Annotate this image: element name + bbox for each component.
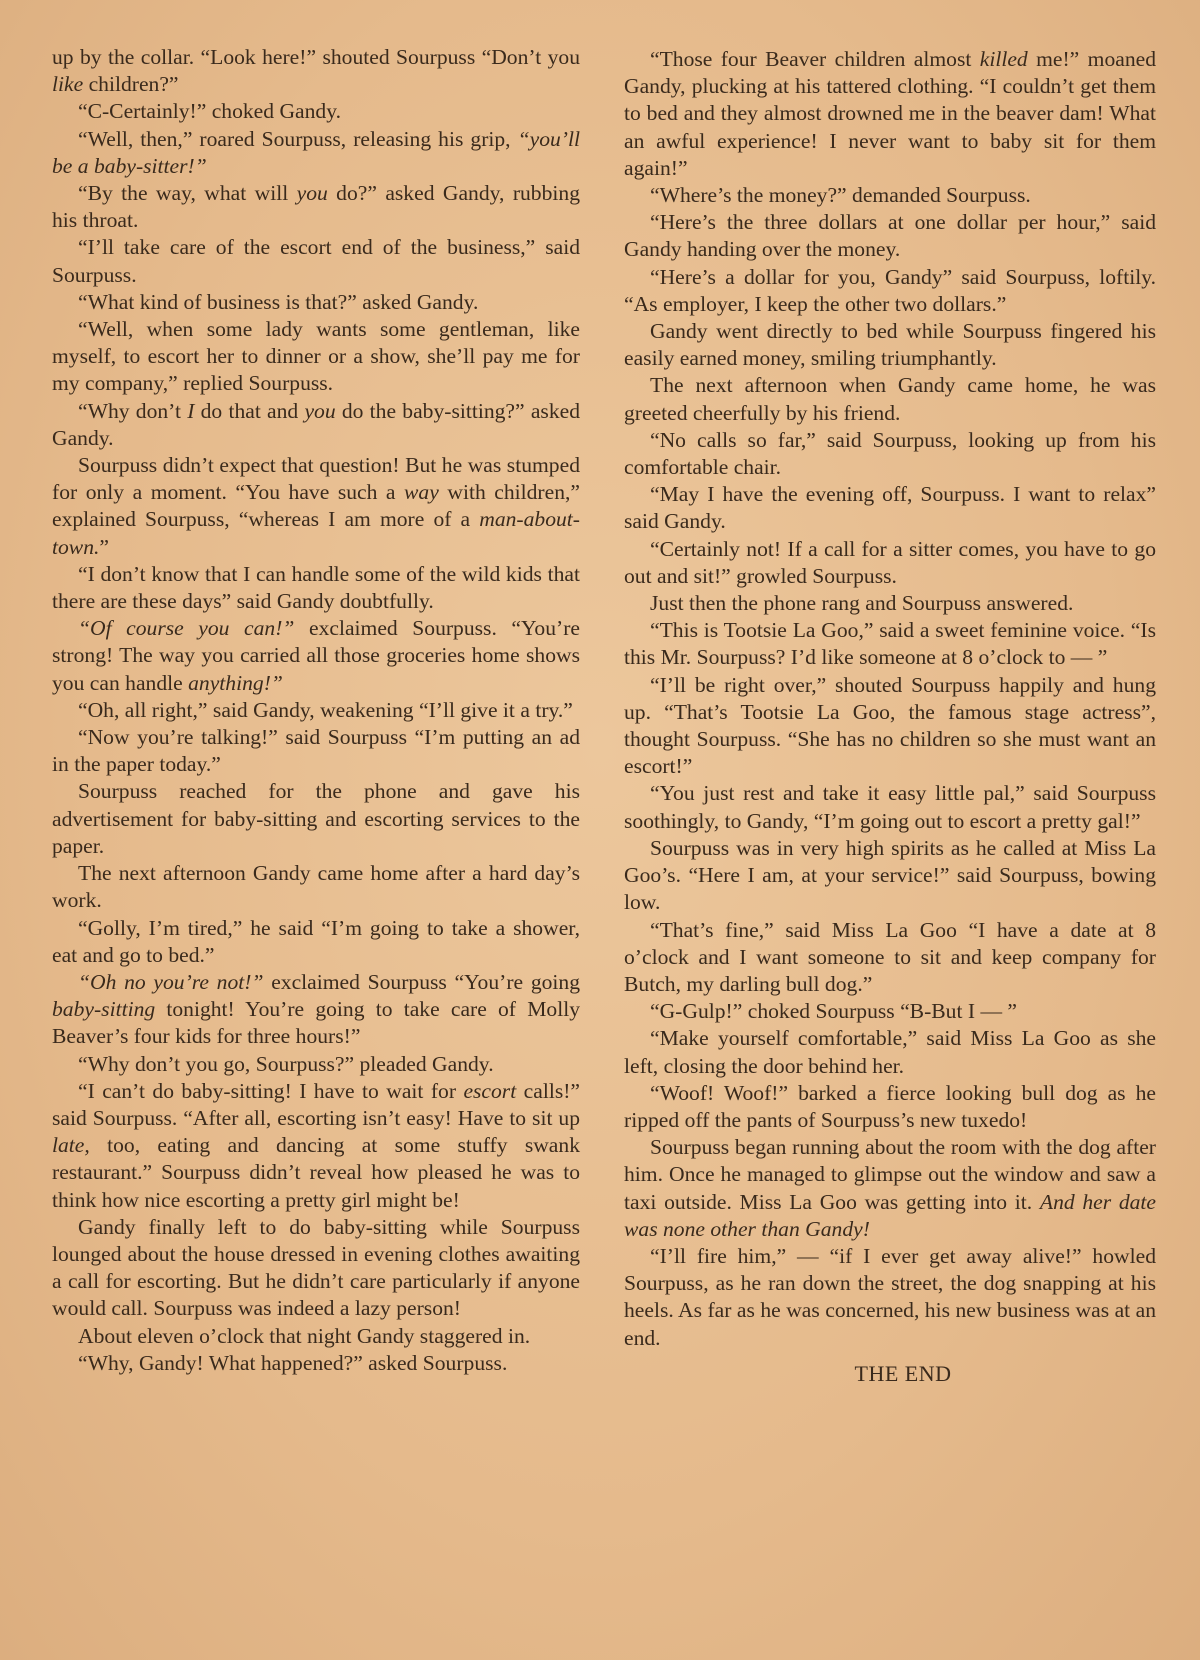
- story-paragraph: [52, 316, 580, 398]
- story-paragraph: [52, 561, 580, 615]
- text-run: “Where’s the money?” demanded Sourpuss.: [650, 183, 1031, 208]
- story-paragraph: [624, 1134, 1156, 1243]
- text-run: “That’s fine,” said Miss La Goo “I have a date at 8 o’clock and I want someone to sit and keep company for Butch, my darling bull dog.”: [624, 917, 1156, 996]
- story-paragraph: [624, 372, 1156, 426]
- text-run: with children,” explained Sourpuss, “whereas I am more of a: [52, 480, 580, 532]
- text-run: “I’ll fire him,” — “if I ever get away alive!” howled Sourpuss, as he ran down the street, the dog snapping at his heels. As far as he was concerned, his new business was at an end.: [624, 1243, 1156, 1350]
- emphasized-text: “Of course you can!”: [78, 616, 295, 641]
- text-run: “What kind of business is that?” asked Gandy.: [78, 289, 479, 314]
- emphasized-text: way: [404, 480, 439, 505]
- story-paragraph: [52, 615, 580, 697]
- emphasized-text: “Oh no you’re not!”: [78, 969, 264, 994]
- story-paragraph: [624, 672, 1156, 781]
- emphasized-text: you: [304, 398, 336, 423]
- text-run: “G-Gulp!” choked Sourpuss “B-But I — ”: [650, 999, 1018, 1024]
- story-paragraph: [52, 289, 580, 316]
- emphasized-text: late,: [52, 1133, 90, 1158]
- story-paragraph: [624, 264, 1156, 318]
- text-run: exclaimed Sourpuss “You’re going: [263, 969, 581, 994]
- story-paragraph: [624, 1080, 1156, 1134]
- emphasized-text: like: [52, 72, 84, 97]
- text-run: exclaimed Sourpuss. “You’re strong! The way you carried all those groceries home shows you can handle: [52, 616, 580, 695]
- text-run: do that and: [194, 398, 305, 423]
- text-run: The next afternoon when Gandy came home, he was greeted cheerfully by his friend.: [624, 373, 1156, 425]
- story-paragraph: [52, 1051, 580, 1078]
- text-run: children?”: [83, 72, 179, 97]
- emphasized-text: killed: [979, 47, 1028, 71]
- text-run: “Well, when some lady wants some gentleman, like myself, to escort her to dinner or a show, she’ll pay me for my company,” replied Sourpuss.: [52, 317, 580, 396]
- text-run: “Here’s the three dollars at one dollar per hour,” said Gandy handing over the money.: [624, 210, 1156, 262]
- text-run: “C-Certainly!” choked Gandy.: [78, 99, 342, 124]
- text-run: “Well, then,” roared Sourpuss, releasing his grip,: [78, 126, 518, 151]
- story-paragraph: [52, 234, 580, 288]
- emphasized-text: escort: [463, 1078, 517, 1103]
- story-paragraph: [52, 969, 580, 1051]
- right-text-column: [624, 46, 1156, 1387]
- story-paragraph: [624, 617, 1156, 671]
- text-run: do?” asked Gandy, rubbing his throat.: [52, 181, 580, 233]
- text-run: “Certainly not! If a call for a sitter comes, you have to go out and sit!” growled Sourpuss.: [624, 536, 1156, 588]
- text-run: The next afternoon Gandy came home after a hard day’s work.: [52, 861, 580, 913]
- story-paragraph: [624, 1025, 1156, 1079]
- text-run: “I’ll be right over,” shouted Sourpuss happily and hung up. “That’s Tootsie La Goo, the famous stage actress”, thought Sourpuss. “She has no children so she must want an escort!”: [624, 672, 1156, 779]
- text-run: Gandy finally left to do baby-sitting while Sourpuss lounged about the house dressed in evening clothes awaiting a call for escorting. But he didn’t care particularly if anyone would call. Sourpuss was indeed a lazy person!: [52, 1214, 580, 1321]
- emphasized-text: baby-sitting: [52, 997, 156, 1022]
- story-paragraph: [52, 398, 580, 452]
- text-run: “Here’s a dollar for you, Gandy” said Sourpuss, loftily. “As employer, I keep the other two dollars.”: [624, 264, 1156, 316]
- text-run: “Why, Gandy! What happened?” asked Sourpuss.: [78, 1350, 508, 1375]
- text-run: “Woof! Woof!” barked a fierce looking bull dog as he ripped off the pants of Sourpuss’s new tuxedo!: [624, 1080, 1156, 1132]
- text-run: “Oh, all right,” said Gandy, weakening “I’ll give it a try.”: [78, 697, 573, 722]
- story-paragraph: [52, 98, 580, 125]
- story-paragraph: [52, 778, 580, 860]
- text-run: “Why don’t you go, Sourpuss?” pleaded Gandy.: [78, 1051, 494, 1076]
- text-run: Sourpuss was in very high spirits as he called at Miss La Goo’s. “Here I am, at your service!” said Sourpuss, bowing low.: [624, 835, 1156, 915]
- story-paragraph: [52, 860, 580, 914]
- story-paragraph: [624, 536, 1156, 590]
- text-run: calls!” said Sourpuss. “After all, escorting isn’t easy! Have to sit up: [52, 1078, 580, 1130]
- story-paragraph: [624, 318, 1156, 372]
- text-run: me!” moaned Gandy, plucking at his tattered clothing. “I couldn’t get them to bed and they almost drowned me in the beaver dam! What an awful experience! I never want to baby sit for them again!”: [624, 47, 1157, 180]
- text-run: “I can’t do baby-sitting! I have to wait for: [78, 1078, 464, 1103]
- text-run: “May I have the evening off, Sourpuss. I want to relax” said Gandy.: [624, 482, 1156, 534]
- text-run: ”: [99, 534, 109, 559]
- text-run: Sourpuss reached for the phone and gave his advertisement for baby-sitting and escorting services to the paper.: [52, 779, 580, 858]
- text-run: “No calls so far,” said Sourpuss, looking up from his comfortable chair.: [624, 427, 1156, 480]
- text-run: Sourpuss didn’t expect that question! But he was stumped for only a moment. “You have such a: [52, 453, 580, 505]
- story-paragraph: [52, 697, 580, 724]
- text-run: “By the way, what will: [78, 181, 297, 206]
- text-run: Sourpuss began running about the room with the dog after him. Once he managed to glimpse out the window and saw a taxi outside. Miss La Goo was getting into it.: [624, 1135, 1156, 1214]
- story-paragraph: [624, 427, 1156, 481]
- story-paragraph: [52, 180, 580, 234]
- story-paragraph: [624, 998, 1156, 1025]
- emphasized-text: man-about-town.: [52, 507, 580, 559]
- text-run: too, eating and dancing at some stuffy swank restaurant.” Sourpuss didn’t reveal how pleased he was to think how nice escorting a pretty girl might be!: [52, 1133, 580, 1212]
- story-paragraph: [624, 780, 1156, 834]
- story-paragraph: [624, 1243, 1156, 1352]
- emphasized-text: you: [296, 181, 328, 206]
- story-paragraph: [52, 1214, 580, 1323]
- story-paragraph: [52, 915, 580, 969]
- story-paragraph: [52, 1350, 580, 1377]
- text-run: “I’ll take care of the escort end of the business,” said Sourpuss.: [52, 235, 580, 287]
- text-run: “Those four Beaver children almost: [650, 47, 980, 71]
- text-run: “Now you’re talking!” said Sourpuss “I’m putting an ad in the paper today.”: [52, 725, 580, 777]
- text-run: “This is Tootsie La Goo,” said a sweet feminine voice. “Is this Mr. Sourpuss? I’d like someone at 8 o’clock to — ”: [624, 618, 1156, 670]
- story-paragraph: [624, 182, 1156, 209]
- text-run: “Make yourself comfortable,” said Miss La Goo as she left, closing the door behind her.: [624, 1026, 1156, 1078]
- text-run: Gandy went directly to bed while Sourpuss fingered his easily earned money, smiling triumphantly.: [624, 319, 1156, 371]
- story-paragraph: [624, 481, 1156, 535]
- text-run: tonight! You’re going to take care of Molly Beaver’s four kids for three hours!”: [52, 997, 580, 1049]
- emphasized-text: And her date was none other than Gandy!: [624, 1189, 1156, 1241]
- text-run: do the baby-sitting?” asked Gandy.: [52, 398, 580, 450]
- text-run: “I don’t know that I can handle some of the wild kids that there are these days” said Gandy doubtfully.: [52, 561, 580, 614]
- emphasized-text: “you’ll be a baby-sitter!”: [52, 126, 580, 178]
- story-paragraph: [52, 724, 580, 778]
- text-run: “Golly, I’m tired,” he said “I’m going to take a shower, eat and go to bed.”: [52, 915, 580, 967]
- story-paragraph: [624, 590, 1156, 617]
- text-run: About eleven o’clock that night Gandy staggered in.: [78, 1323, 531, 1348]
- story-paragraph: [52, 1078, 580, 1214]
- text-run: “You just rest and take it easy little pal,” said Sourpuss soothingly, to Gandy, “I’m going out to escort a pretty gal!”: [624, 781, 1156, 833]
- story-paragraph: [624, 46, 1156, 182]
- text-run: Just then the phone rang and Sourpuss answered.: [650, 591, 1074, 616]
- story-paragraph: [624, 209, 1156, 263]
- text-run: “Why don’t: [78, 398, 188, 423]
- story-paragraph: [52, 126, 580, 180]
- text-run: up by the collar. “Look here!” shouted Sourpuss “Don’t you: [52, 45, 580, 69]
- story-paragraph: [52, 44, 580, 98]
- story-paragraph: [624, 835, 1156, 917]
- the-end-label: THE END: [854, 1360, 952, 1386]
- story-paragraph: [624, 917, 1156, 999]
- emphasized-text: I: [187, 398, 195, 423]
- left-text-column: [52, 44, 580, 1377]
- emphasized-text: anything!”: [188, 670, 283, 695]
- story-paragraph: [52, 452, 580, 561]
- story-paragraph: [52, 1323, 580, 1350]
